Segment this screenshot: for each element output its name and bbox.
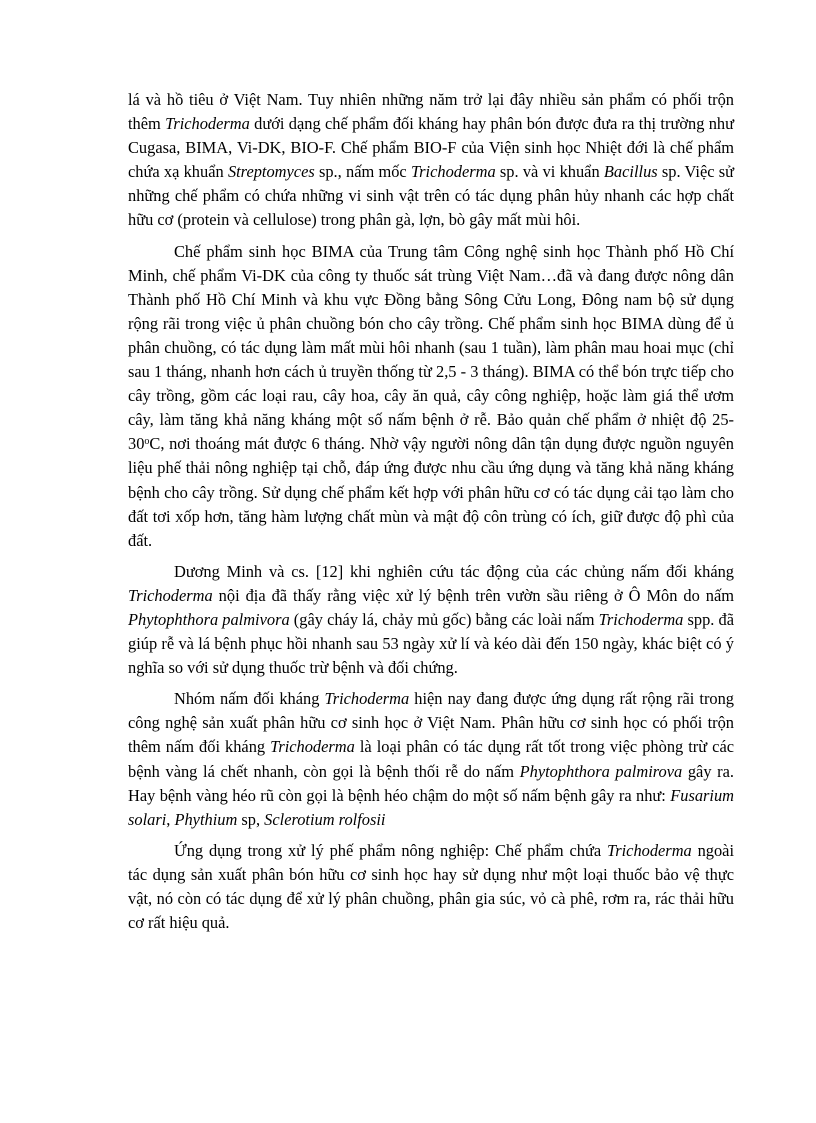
- species-name: Phytophthora palmirova: [519, 761, 683, 781]
- species-name: Phythium: [174, 809, 238, 829]
- paragraph-1: [128, 88, 734, 233]
- paragraph-4: [128, 687, 734, 832]
- text-run: sp,: [237, 809, 265, 829]
- text-run: spp. đã giúp rễ và lá bệnh phục hồi nhanh sau 53 ngày xử lí và kéo dài đến 150 ngày, khác biệt có ý nghĩa so với sử dụng thuốc trừ bệnh và đối chứng.: [128, 609, 734, 678]
- text-run: ngoài tác dụng sản xuất phân bón hữu cơ sinh học hay sử dụng như một loại thuốc bảo vệ thực vật, nó còn có tác dụng để xử lý phân chuồng, phân gia súc, vỏ cà phê, rơm ra, rác thải hữu cơ rất hiệu quả.: [128, 840, 735, 933]
- species-name: Trichoderma: [598, 609, 684, 629]
- species-name: Bacillus: [603, 162, 658, 182]
- degree-superscript: o: [144, 436, 150, 448]
- text-run: (gây cháy lá, chảy mủ gốc) bằng các loài nấm: [289, 609, 599, 629]
- species-name: Trichoderma: [270, 737, 355, 757]
- text-run: hiện nay đang được ứng dụng rất rộng rãi trong công nghệ sản xuất phân hữu cơ sinh học ở Việt Nam. Phân hữu cơ sinh học có phối trộn thêm nấm đối kháng: [128, 689, 734, 757]
- species-name: Trichoderma: [324, 689, 410, 709]
- text-run: là loại phân có tác dụng rất tốt trong việc phòng trừ các bệnh vàng lá chết nhanh, còn gọi là bệnh thối rễ do nấm: [128, 737, 734, 781]
- text-run: dưới dạng chế phẩm đối kháng hay phân bón được đưa ra thị trường như Cugasa, BIMA, Vi-DK, BIO-F. Chế phẩm BIO-F của Viện sinh học Nhiệt đới là chế phẩm chứa xạ khuẩn: [128, 114, 734, 182]
- species-name: Trichoderma: [607, 840, 692, 860]
- species-name: Sclerotium rolfosii: [264, 809, 386, 829]
- text-run: gây ra. Hay bệnh vàng héo rũ còn gọi là bệnh héo chậm do một số nấm bệnh gây ra như:: [128, 761, 735, 805]
- species-name: Trichoderma: [165, 114, 250, 134]
- text-run: Ứng dụng trong xử lý phế phẩm nông nghiệp: Chế phẩm chứa: [174, 840, 608, 860]
- species-name: Trichoderma: [128, 585, 213, 605]
- document-page: [128, 88, 734, 942]
- species-name: Trichoderma: [410, 162, 496, 182]
- text-run: sp., nấm mốc: [314, 162, 411, 182]
- species-name: Streptomyces: [227, 162, 315, 182]
- species-name: Phytophthora palmivora: [128, 609, 290, 629]
- text-run: sp. và vi khuẩn: [495, 162, 604, 182]
- paragraph-5: [128, 839, 734, 935]
- text-run: nội địa đã thấy rằng việc xử lý bệnh trên vườn sầu riêng ở Ô Môn do nấm: [212, 585, 734, 605]
- text-run: Dương Minh và cs. [12] khi nghiên cứu tác động của các chủng nấm đối kháng: [174, 561, 734, 581]
- text-run: Chế phẩm sinh học BIMA của Trung tâm Công nghệ sinh học Thành phố Hồ Chí Minh, chế phẩm Vi-DK của công ty thuốc sát trùng Việt Nam…đã và đang được nông dân Thành phố Hồ Chí Minh và khu vực Đồng bằng Sông Cửu Long, Đông nam bộ sử dụng rộng rãi trong việc ủ phân chuồng bón cho cây trồng. Chế phẩm sinh học BIMA dùng để ủ phân chuồng, có tác dụng làm mất mùi hôi nhanh (sau 1 tuần), làm phân mau hoai mục (chỉ sau 1 tháng, nhanh hơn cách ủ truyền thống từ 2,5 - 3 tháng). BIMA có thể bón trực tiếp cho cây trồng, gồm các loại rau, cây hoa, cây ăn quả, cây công nghiệp, hoặc làm giá thể ươm cây, làm tăng khả năng kháng một số nấm bệnh ở rễ. Bảo quản chế phẩm ở nhiệt độ 25-30: [128, 241, 734, 454]
- paragraph-3: [128, 560, 734, 680]
- text-run: C, nơi thoáng mát được 6 tháng. Nhờ vậy người nông dân tận dụng được nguồn nguyên liệu phế thải nông nghiệp tại chỗ, đáp ứng được nhu cầu ứng dụng và tăng khả năng kháng bệnh cho cây trồng. Sử dụng chế phẩm kết hợp với phân hữu cơ có tác dụng cải tạo làm cho đất tơi xốp hơn, tăng hàm lượng chất mùn và mật độ côn trùng có ích, giữ được độ phì của đất.: [128, 434, 734, 550]
- paragraph-2: [128, 240, 734, 553]
- text-run: sp. Việc sử những chế phẩm có chứa những vi sinh vật trên có tác dụng phân hủy nhanh các hợp chất hữu cơ (protein và cellulose) trong phân gà, lợn, bò gây mất mùi hôi.: [128, 162, 735, 230]
- text-run: ,: [166, 809, 175, 829]
- text-run: lá và hồ tiêu ở Việt Nam. Tuy nhiên những năm trở lại đây nhiều sản phẩm có phối trộn thêm: [128, 90, 734, 134]
- text-run: Nhóm nấm đối kháng: [174, 689, 325, 709]
- species-name: Fusarium solari: [128, 785, 734, 829]
